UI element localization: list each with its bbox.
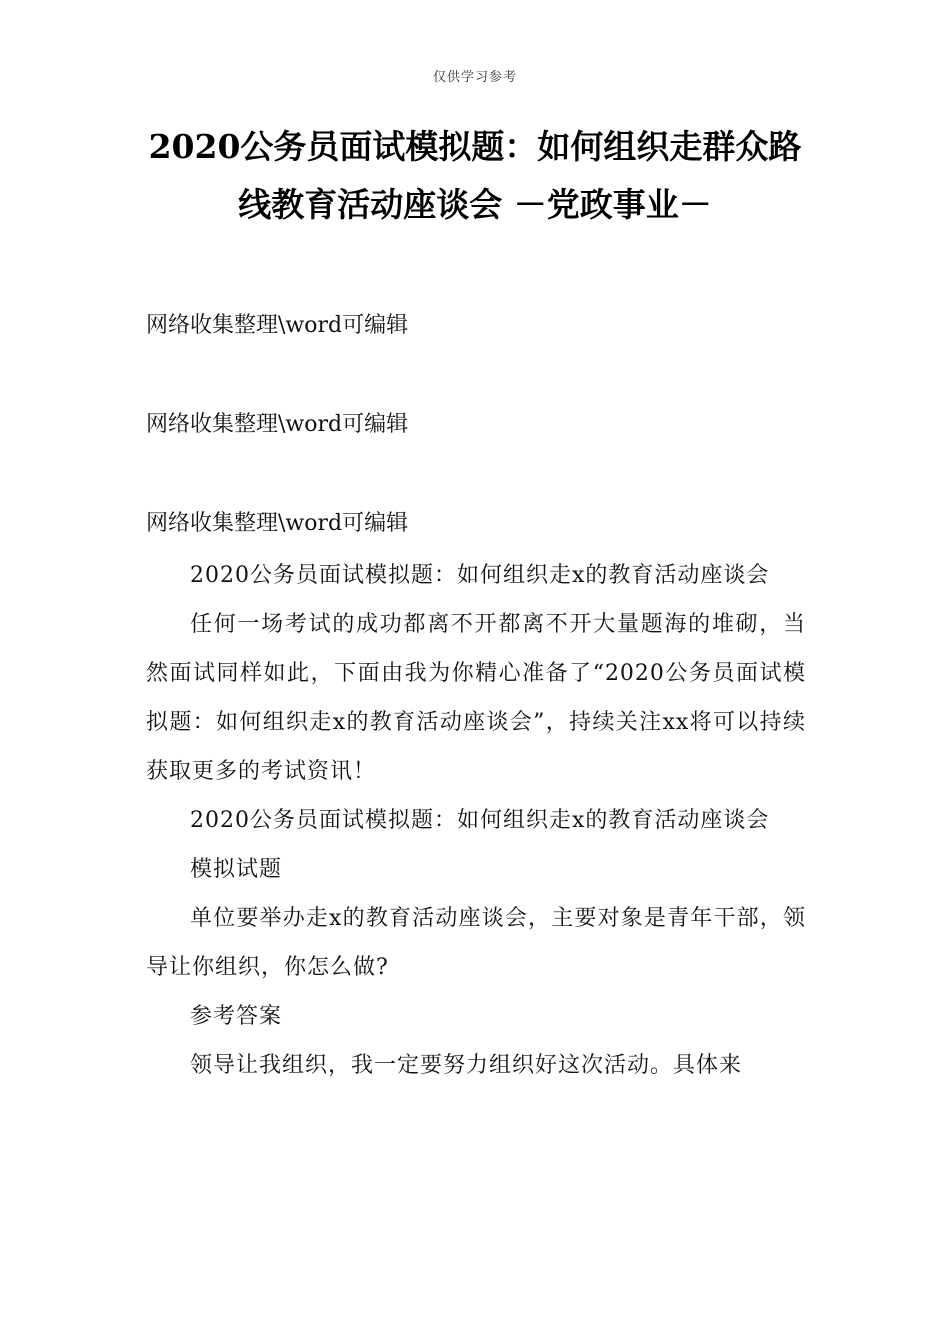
title-line-2: 线教育活动座谈会 －党政事业－ — [238, 185, 712, 224]
title-line-1: 2020公务员面试模拟题：如何组织走群众路 — [148, 127, 802, 166]
paragraph-heading-answer: 参考答案 — [190, 1004, 283, 1029]
document-body — [146, 551, 806, 1090]
document-title — [140, 118, 810, 234]
paragraph-topic: 2020公务员面试模拟题：如何组织走x的教育活动座谈会 — [190, 563, 770, 588]
paragraph-heading-question: 模拟试题 — [190, 857, 283, 882]
header-note: 仅供学习参考 — [432, 70, 517, 85]
paragraph-intro: 任何一场考试的成功都离不开都离不开大量题海的堆砌，当然面试同样如此，下面由我为你精心准备了“2020公务员面试模拟题：如何组织走x的教育活动座谈会”，持续关注xx将可以持续获取更多的考试资讯！ — [146, 612, 806, 784]
paragraph-question: 单位要举办走x的教育活动座谈会，主要对象是青年干部，领导让你组织，你怎么做? — [146, 906, 806, 980]
paragraph-answer: 领导让我组织，我一定要努力组织好这次活动。具体来 — [190, 1053, 743, 1078]
paragraph-topic-repeat: 2020公务员面试模拟题：如何组织走x的教育活动座谈会 — [190, 808, 770, 833]
source-line-1: 网络收集整理\word可编辑 — [146, 313, 409, 338]
source-line-3: 网络收集整理\word可编辑 — [146, 511, 409, 536]
source-line-2: 网络收集整理\word可编辑 — [146, 412, 409, 437]
